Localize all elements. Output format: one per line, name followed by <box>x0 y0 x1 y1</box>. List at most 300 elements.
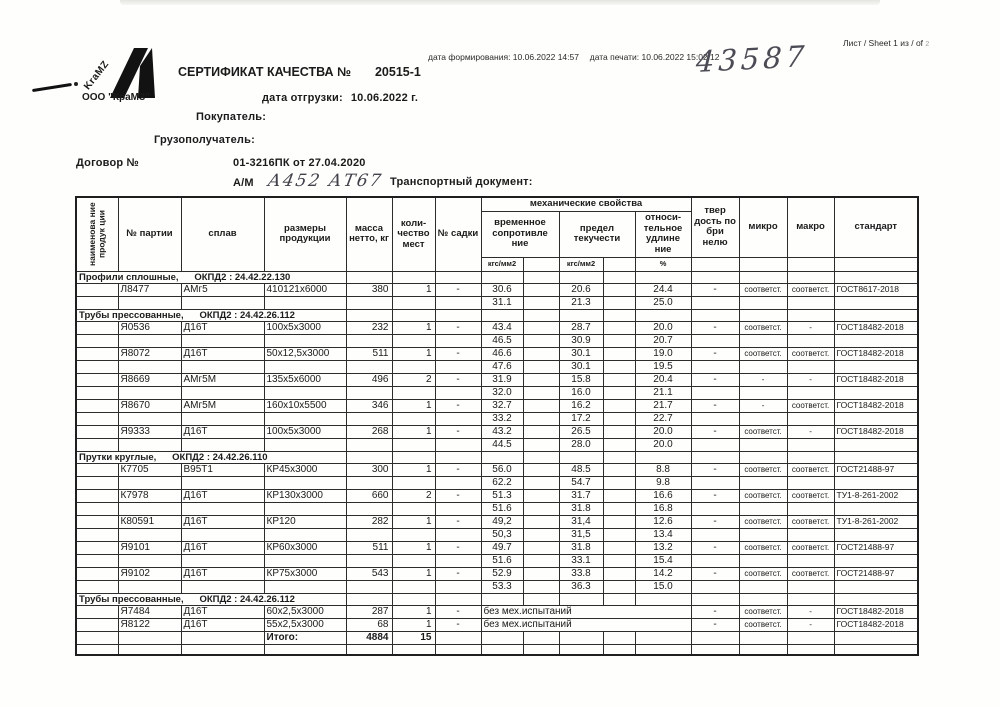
empty-cell <box>603 528 635 541</box>
cell-elongation: 19.0 <box>635 347 691 360</box>
cell-micro: соответст. <box>739 567 787 580</box>
cell-hardness: - <box>691 425 739 438</box>
empty-cell <box>523 386 559 399</box>
empty-cell <box>691 334 739 347</box>
empty-cell <box>264 296 346 309</box>
empty-cell <box>523 631 559 644</box>
empty-cell <box>834 644 918 655</box>
empty-cell <box>603 425 635 438</box>
cell-micro: соответст. <box>739 283 787 296</box>
empty-cell <box>118 644 181 655</box>
empty-cell <box>118 528 181 541</box>
empty-cell <box>181 631 264 644</box>
empty-cell <box>691 412 739 425</box>
cell-standard: ГОСТ18482-2018 <box>834 425 918 438</box>
empty-cell <box>346 593 392 605</box>
section-label: Профили сплошные, ОКПД2 : 24.42.22.130 <box>76 271 346 283</box>
cell-standard: ГОСТ21488-97 <box>834 567 918 580</box>
empty-cell <box>691 593 739 605</box>
empty-cell <box>739 451 787 463</box>
cell-no-test: без мех.испытаний <box>481 618 691 631</box>
empty-cell <box>181 476 264 489</box>
cell-micro: соответст. <box>739 321 787 334</box>
empty-cell <box>691 554 739 567</box>
cell-macro: соответст. <box>787 399 834 412</box>
ship-date-label: дата отгрузки: <box>262 92 343 104</box>
col-tensile: временное сопротивле ние <box>481 211 559 257</box>
empty-cell <box>392 438 435 451</box>
empty-cell <box>603 399 635 412</box>
empty-cell <box>264 476 346 489</box>
empty-cell <box>264 412 346 425</box>
empty-cell <box>834 631 918 644</box>
empty-cell <box>603 631 635 644</box>
cell-elongation: 12.6 <box>635 515 691 528</box>
cell-elongation: 21.7 <box>635 399 691 412</box>
unit-blank <box>834 257 918 271</box>
empty-cell <box>523 271 559 283</box>
pen-mark <box>32 83 72 92</box>
unit-blank <box>739 257 787 271</box>
empty-cell <box>435 451 481 463</box>
cell-elongation: 13.2 <box>635 541 691 554</box>
unit-blank <box>787 257 834 271</box>
col-batch: № партии <box>118 197 181 271</box>
handwritten-number: 43587 <box>695 38 810 80</box>
cell-qty: 1 <box>392 463 435 476</box>
empty-cell <box>435 309 481 321</box>
cell-mass: 511 <box>346 347 392 360</box>
certificate-number: 20515-1 <box>374 65 421 79</box>
empty-cell <box>435 412 481 425</box>
cell-elongation: 20.0 <box>635 321 691 334</box>
cell-qty: 2 <box>392 373 435 386</box>
cell-no-test: без мех.испытаний <box>481 605 691 618</box>
empty-cell <box>603 296 635 309</box>
empty-cell <box>481 631 523 644</box>
sheet-counter <box>843 38 929 48</box>
empty-cell <box>691 502 739 515</box>
cell-hardness: - <box>691 347 739 360</box>
empty-cell <box>346 271 392 283</box>
table-row <box>76 605 918 618</box>
empty-cell <box>523 334 559 347</box>
empty-cell <box>392 502 435 515</box>
table-row <box>76 425 918 438</box>
empty-cell <box>392 451 435 463</box>
cell-standard: ГОСТ21488-97 <box>834 463 918 476</box>
cell-yield: 15.8 <box>559 373 603 386</box>
cell-standard: ГОСТ18482-2018 <box>834 399 918 412</box>
empty-cell <box>181 554 264 567</box>
table-row <box>76 360 918 373</box>
empty-cell <box>346 554 392 567</box>
cell-size: 410121x6000 <box>264 283 346 296</box>
empty-cell <box>635 451 691 463</box>
empty-cell <box>118 554 181 567</box>
empty-cell <box>691 296 739 309</box>
empty-cell <box>181 412 264 425</box>
empty-cell <box>635 309 691 321</box>
date-created: дата формирования: 10.06.2022 14:57 <box>428 52 579 62</box>
table-row <box>76 580 918 593</box>
empty-cell <box>76 386 118 399</box>
empty-cell <box>264 360 346 373</box>
empty-cell <box>787 309 834 321</box>
table-row <box>76 515 918 528</box>
cell-tensile: 46.6 <box>481 347 523 360</box>
cell-hardness: - <box>691 321 739 334</box>
cell-tensile: 51.6 <box>481 554 523 567</box>
empty-cell <box>834 360 918 373</box>
empty-cell <box>787 360 834 373</box>
empty-cell <box>834 309 918 321</box>
unit-elongation: % <box>635 257 691 271</box>
unit-blank <box>603 257 635 271</box>
empty-cell <box>691 644 739 655</box>
certificate-table <box>75 196 919 656</box>
empty-cell <box>834 451 918 463</box>
cell-yield: 36.3 <box>559 580 603 593</box>
empty-cell <box>559 593 603 605</box>
col-alloy: сплав <box>181 197 264 271</box>
cell-alloy: В95Т1 <box>181 463 264 476</box>
empty-cell <box>787 580 834 593</box>
empty-cell <box>523 373 559 386</box>
empty-cell <box>691 386 739 399</box>
contract-value: 01-3216ПК от 27.04.2020 <box>233 157 366 169</box>
empty-cell <box>523 412 559 425</box>
cell-elongation: 16.8 <box>635 502 691 515</box>
cell-size: 160x10x5500 <box>264 399 346 412</box>
empty-cell <box>346 360 392 373</box>
empty-cell <box>392 644 435 655</box>
cell-batch: К7978 <box>118 489 181 502</box>
cell-size: 50x12,5x3000 <box>264 347 346 360</box>
empty-cell <box>691 309 739 321</box>
empty-cell <box>523 554 559 567</box>
vehicle-handwritten: А452 АТ67 <box>266 171 385 191</box>
cell-mass: 232 <box>346 321 392 334</box>
table-row <box>76 489 918 502</box>
empty-cell <box>523 283 559 296</box>
cell-product <box>76 399 118 412</box>
cell-yield: 33.8 <box>559 567 603 580</box>
cell-elongation: 21.1 <box>635 386 691 399</box>
cell-elongation: 15.0 <box>635 580 691 593</box>
cell-yield: 31.7 <box>559 489 603 502</box>
empty-cell <box>603 321 635 334</box>
cell-yield: 33.1 <box>559 554 603 567</box>
table-body <box>76 271 918 655</box>
empty-cell <box>834 296 918 309</box>
empty-cell <box>691 476 739 489</box>
empty-cell <box>603 476 635 489</box>
empty-cell <box>264 580 346 593</box>
empty-cell <box>118 580 181 593</box>
cell-yield: 16.0 <box>559 386 603 399</box>
empty-cell <box>264 502 346 515</box>
empty-cell <box>346 476 392 489</box>
empty-cell <box>691 271 739 283</box>
cell-mass: 300 <box>346 463 392 476</box>
table-row <box>76 554 918 567</box>
empty-cell <box>834 593 918 605</box>
cell-product <box>76 605 118 618</box>
empty-cell <box>481 593 523 605</box>
empty-cell <box>603 283 635 296</box>
cell-mass: 496 <box>346 373 392 386</box>
empty-cell <box>392 360 435 373</box>
table-row <box>76 399 918 412</box>
cell-product <box>76 321 118 334</box>
empty-cell <box>118 438 181 451</box>
cell-mass: 660 <box>346 489 392 502</box>
cell-elongation: 24.4 <box>635 283 691 296</box>
cell-elongation: 25.0 <box>635 296 691 309</box>
cell-batch: Я0536 <box>118 321 181 334</box>
empty-cell <box>834 476 918 489</box>
cell-macro: - <box>787 618 834 631</box>
cell-alloy: Д16Т <box>181 541 264 554</box>
table-row <box>76 412 918 425</box>
cell-micro: - <box>739 373 787 386</box>
cell-micro: соответст. <box>739 515 787 528</box>
cell-yield: 54.7 <box>559 476 603 489</box>
cell-standard: ГОСТ18482-2018 <box>834 347 918 360</box>
empty-cell <box>603 334 635 347</box>
empty-cell <box>559 451 603 463</box>
cell-standard: ГОСТ18482-2018 <box>834 618 918 631</box>
col-standard: стандарт <box>834 197 918 257</box>
empty-cell <box>523 360 559 373</box>
table-row <box>76 386 918 399</box>
cell-yield: 31,4 <box>559 515 603 528</box>
sheet-label: Лист / Sheet 1 из / of <box>843 38 924 48</box>
cell-elongation: 20.4 <box>635 373 691 386</box>
empty-cell <box>118 412 181 425</box>
cell-sadka: - <box>435 489 481 502</box>
empty-cell <box>603 451 635 463</box>
empty-cell <box>787 451 834 463</box>
empty-cell <box>392 580 435 593</box>
empty-cell <box>118 631 181 644</box>
empty-cell <box>603 502 635 515</box>
empty-cell <box>523 593 559 605</box>
table-row <box>76 502 918 515</box>
empty-cell <box>481 271 523 283</box>
empty-cell <box>392 309 435 321</box>
cell-micro: соответст. <box>739 618 787 631</box>
empty-cell <box>739 412 787 425</box>
logo-rotated-text: KraMZ <box>82 58 112 93</box>
contract-label: Договор № <box>76 157 140 169</box>
empty-cell <box>603 541 635 554</box>
cell-macro: - <box>787 425 834 438</box>
empty-cell <box>523 399 559 412</box>
empty-cell <box>603 463 635 476</box>
document-title: СЕРТИФИКАТ КАЧЕСТВА № <box>178 65 351 79</box>
empty-cell <box>435 334 481 347</box>
cell-qty: 1 <box>392 283 435 296</box>
consignee-label: Грузополучатель: <box>154 134 255 146</box>
cell-batch: Я8670 <box>118 399 181 412</box>
empty-cell <box>181 528 264 541</box>
cell-qty: 1 <box>392 347 435 360</box>
cell-micro: соответст. <box>739 605 787 618</box>
empty-cell <box>181 386 264 399</box>
cell-hardness: - <box>691 618 739 631</box>
empty-cell <box>787 386 834 399</box>
empty-cell <box>691 631 739 644</box>
cell-size: КР120 <box>264 515 346 528</box>
title-row <box>178 65 421 79</box>
col-size: размеры продукции <box>264 197 346 271</box>
empty-cell <box>392 528 435 541</box>
cell-macro: - <box>787 373 834 386</box>
empty-cell <box>834 528 918 541</box>
empty-cell <box>392 476 435 489</box>
cell-alloy: АМг5 <box>181 283 264 296</box>
empty-cell <box>76 412 118 425</box>
empty-cell <box>739 644 787 655</box>
total-mass: 4884 <box>346 631 392 644</box>
cell-size: 100x5x3000 <box>264 321 346 334</box>
col-sadka: № садки <box>435 197 481 271</box>
empty-cell <box>787 296 834 309</box>
empty-cell <box>603 360 635 373</box>
empty-cell <box>523 580 559 593</box>
empty-cell <box>787 271 834 283</box>
empty-cell <box>346 412 392 425</box>
empty-cell <box>76 502 118 515</box>
empty-cell <box>787 502 834 515</box>
cell-standard: ГОСТ21488-97 <box>834 541 918 554</box>
empty-cell <box>181 438 264 451</box>
total-label: Итого: <box>264 631 346 644</box>
ship-date-row <box>262 92 418 104</box>
table-row <box>76 321 918 334</box>
empty-cell <box>76 631 118 644</box>
empty-cell <box>181 580 264 593</box>
empty-cell <box>834 502 918 515</box>
empty-cell <box>76 580 118 593</box>
cell-standard: ТУ1-8-261-2002 <box>834 489 918 502</box>
table-row <box>76 373 918 386</box>
transport-doc-label: Транспортный документ: <box>390 176 533 188</box>
cell-batch: Я8669 <box>118 373 181 386</box>
empty-cell <box>739 438 787 451</box>
cell-tensile: 32.0 <box>481 386 523 399</box>
cell-alloy: Д16Т <box>181 347 264 360</box>
cell-yield: 31.8 <box>559 502 603 515</box>
empty-cell <box>523 451 559 463</box>
empty-cell <box>739 360 787 373</box>
cell-qty: 1 <box>392 425 435 438</box>
cell-elongation: 19.5 <box>635 360 691 373</box>
empty-cell <box>739 593 787 605</box>
empty-cell <box>523 502 559 515</box>
empty-cell <box>435 476 481 489</box>
cell-alloy: Д16Т <box>181 515 264 528</box>
cell-alloy: Д16Т <box>181 425 264 438</box>
empty-cell <box>739 296 787 309</box>
cell-tensile: 32.7 <box>481 399 523 412</box>
cell-macro: соответст. <box>787 283 834 296</box>
cell-elongation: 14.2 <box>635 567 691 580</box>
cell-micro: соответст. <box>739 425 787 438</box>
cell-micro: - <box>739 399 787 412</box>
empty-cell <box>523 438 559 451</box>
empty-cell <box>264 438 346 451</box>
cell-tensile: 43.2 <box>481 425 523 438</box>
cell-size: 55x2,5x3000 <box>264 618 346 631</box>
cell-hardness: - <box>691 399 739 412</box>
cell-micro: соответст. <box>739 463 787 476</box>
empty-cell <box>739 309 787 321</box>
empty-cell <box>787 554 834 567</box>
empty-cell <box>76 334 118 347</box>
cell-tensile: 33.2 <box>481 412 523 425</box>
empty-cell <box>523 347 559 360</box>
table-row <box>76 463 918 476</box>
cell-product <box>76 463 118 476</box>
cell-batch: Я9102 <box>118 567 181 580</box>
empty-row <box>76 644 918 655</box>
empty-cell <box>739 334 787 347</box>
cell-elongation: 15.4 <box>635 554 691 567</box>
section-row <box>76 451 918 463</box>
cell-yield: 31,5 <box>559 528 603 541</box>
cell-size: КР130x3000 <box>264 489 346 502</box>
cell-tensile: 43.4 <box>481 321 523 334</box>
empty-cell <box>346 580 392 593</box>
empty-cell <box>181 296 264 309</box>
empty-cell <box>118 296 181 309</box>
empty-cell <box>346 502 392 515</box>
empty-cell <box>118 476 181 489</box>
cell-mass: 346 <box>346 399 392 412</box>
cell-sadka: - <box>435 605 481 618</box>
empty-cell <box>181 360 264 373</box>
empty-cell <box>76 528 118 541</box>
cell-qty: 1 <box>392 399 435 412</box>
cell-yield: 20.6 <box>559 283 603 296</box>
empty-cell <box>739 580 787 593</box>
cell-hardness: - <box>691 541 739 554</box>
cell-tensile: 31.1 <box>481 296 523 309</box>
empty-cell <box>787 476 834 489</box>
empty-cell <box>481 644 523 655</box>
cell-qty: 1 <box>392 541 435 554</box>
empty-cell <box>787 528 834 541</box>
cell-elongation: 13.4 <box>635 528 691 541</box>
cell-alloy: АМг5М <box>181 373 264 386</box>
cell-hardness: - <box>691 605 739 618</box>
cell-standard: ГОСТ18482-2018 <box>834 373 918 386</box>
empty-cell <box>691 580 739 593</box>
empty-cell <box>787 438 834 451</box>
cell-size: КР75x3000 <box>264 567 346 580</box>
cell-macro: соответст. <box>787 541 834 554</box>
empty-cell <box>392 412 435 425</box>
empty-cell <box>392 386 435 399</box>
empty-cell <box>264 334 346 347</box>
col-product-name: наименова ние продук ции <box>76 197 118 271</box>
empty-cell <box>523 321 559 334</box>
empty-cell <box>523 309 559 321</box>
empty-cell <box>739 554 787 567</box>
